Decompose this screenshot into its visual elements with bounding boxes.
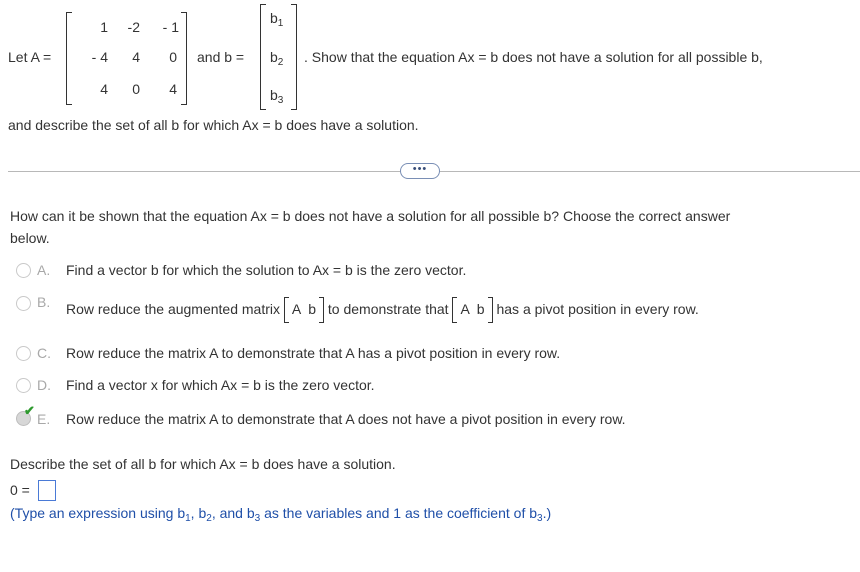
option-a-text[interactable]: Find a vector b for which the solution to Ax = b is the zero vector. [66, 262, 467, 278]
option-e-letter: E. [37, 411, 51, 427]
vector-b-entry: $b_1$ [270, 10, 284, 29]
answer-input[interactable] [38, 480, 56, 501]
more-button[interactable]: ••• [400, 163, 440, 179]
option-b-text[interactable] [66, 296, 699, 322]
option-b-text-post: has a pivot position in every row. [496, 301, 699, 317]
matrix-a-cell: 0 [169, 49, 177, 65]
let-a-label: Let A = [8, 49, 52, 65]
vector-b-entry: $b_3$ [270, 87, 284, 106]
matrix-a-cell: 4 [132, 49, 140, 65]
problem-statement: . Show that the equation Ax = b does not have a solution for all possible b, [304, 49, 763, 65]
matrix-a-left-bracket [66, 12, 72, 105]
matrix-a-cell: 4 [100, 81, 108, 97]
and-b-label: and b = [197, 49, 245, 65]
option-b-letter: B. [37, 294, 51, 310]
matrix-a-cell: - 1 [162, 19, 179, 35]
option-b-text-mid: to demonstrate that [327, 301, 449, 317]
matrix-a-cell: - 4 [91, 49, 108, 65]
option-d-text[interactable]: Find a vector x for which Ax = b is the zero vector. [66, 377, 375, 393]
problem-statement-line2: and describe the set of all b for which Ax = b does have a solution. [8, 117, 419, 133]
option-c-text[interactable]: Row reduce the matrix A to demonstrate that A has a pivot position in every row. [66, 345, 561, 361]
option-d-letter: D. [37, 377, 51, 393]
answer-prefix: 0 = [10, 482, 30, 498]
augmented-matrix-right-bracket [488, 297, 493, 323]
option-a-letter: A. [37, 262, 51, 278]
augmented-matrix-label: A b [460, 301, 485, 317]
answer-hint: (Type an expression using $b_1$, $b_2$, and $b_3$ as the variables and 1 as the coefficient of $b_3$.) [10, 505, 552, 524]
vector-b-left-bracket [260, 4, 266, 110]
matrix-a-cell: -2 [127, 19, 140, 35]
matrix-a-cell: 1 [100, 19, 108, 35]
option-e-text[interactable]: Row reduce the matrix A to demonstrate that A does not have a pivot position in every row. [66, 411, 626, 427]
option-a-radio[interactable] [16, 263, 31, 278]
correct-check-icon: ✔ [24, 403, 35, 418]
option-c-letter: C. [37, 345, 51, 361]
question2-prompt: Describe the set of all b for which Ax = b does have a solution. [10, 456, 396, 472]
option-b-radio[interactable] [16, 296, 31, 311]
option-b-text-pre: Row reduce the augmented matrix [66, 301, 280, 317]
vector-b-right-bracket [291, 4, 297, 110]
question1-prompt-line2: below. [10, 230, 50, 246]
augmented-matrix-right-bracket [319, 297, 324, 323]
matrix-a-right-bracket [181, 12, 187, 105]
option-c-radio[interactable] [16, 346, 31, 361]
question1-prompt: How can it be shown that the equation Ax = b does not have a solution for all possible b? Choose the correct answer [10, 208, 731, 224]
option-d-radio[interactable] [16, 378, 31, 393]
matrix-a-cell: 0 [132, 81, 140, 97]
augmented-matrix-label: A b [291, 301, 317, 317]
vector-b-entry: $b_2$ [270, 49, 284, 68]
matrix-a-cell: 4 [169, 81, 177, 97]
